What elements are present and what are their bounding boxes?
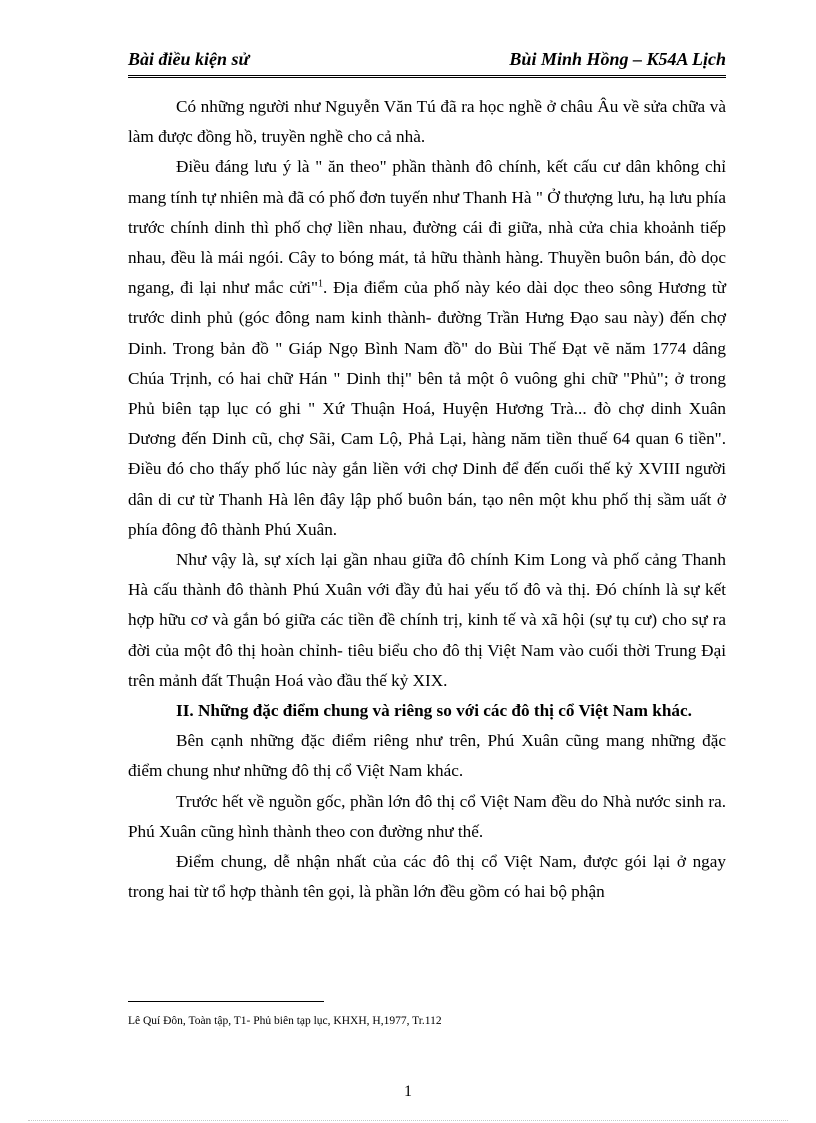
- paragraph-text-continued: . Địa điểm của phố này kéo dài dọc theo sông Hương từ trước dinh phủ (góc đông nam kinh thành- đường Trần Hưng Đạo sau này) đến chợ Dinh. Trong bản đồ " Giáp Ngọ Bình Nam đồ" do Bùi Thế Đạt vẽ năm 1774 dâng Chúa Trịnh, có hai chữ Hán " Dinh thị" bên tả một ô vuông ghi chữ "Phủ"; ở trong Phủ biên tạp lục có ghi " Xứ Thuận Hoá, Huyện Hương Trà... đò chợ dinh Xuân Dương đến Dinh cũ, chợ Sãi, Cam Lộ, Phả Lại, hàng năm tiền thuế 64 quan 6 tiền". Điều đó cho thấy phố lúc này gắn liền với chợ Dinh để đến cuối thế kỷ XVIII người dân di cư từ Thanh Hà lên đây lập phố buôn bán, tạo nên một khu phố thị sầm uất ở phía đông đô thành Phú Xuân.: [128, 278, 726, 539]
- page-header: [128, 48, 726, 98]
- paragraph: Điểm chung, dễ nhận nhất của các đô thị cổ Việt Nam, được gói lại ở ngay trong hai từ tổ hợp thành tên gọi, là phần lớn đều gồm có hai bộ phận: [128, 852, 726, 902]
- footnote: Lê Quí Đôn, Toàn tập, T1- Phủ biên tạp lục, KHXH, H,1977, Tr.112: [128, 1015, 442, 1027]
- paragraph: Trước hết về nguồn gốc, phần lớn đô thị cổ Việt Nam đều do Nhà nước sinh ra. Phú Xuân cũng hình thành theo con đường như thế.: [128, 791, 726, 841]
- header-author: Bùi Minh Hồng – K54A Lịch: [509, 49, 726, 69]
- footnote-divider: [128, 1001, 324, 1002]
- footnote-reference[interactable]: 1: [318, 278, 323, 290]
- section-heading: II. Những đặc điểm chung và riêng so với các đô thị cổ Việt Nam khác.: [176, 701, 692, 721]
- paragraph: Có những người như Nguyễn Văn Tú đã ra học nghề ở châu Âu về sửa chữa và làm được đồng hồ, truyền nghề cho cả nhà.: [128, 97, 726, 147]
- header-divider: [128, 75, 726, 78]
- page-number: 1: [404, 1083, 412, 1100]
- page-edge-divider: [28, 1120, 788, 1121]
- paragraph: Như vậy là, sự xích lại gần nhau giữa đô chính Kim Long và phố cảng Thanh Hà cấu thành đô thành Phú Xuân với đầy đủ hai yếu tố đô và thị. Đó chính là sự kết hợp hữu cơ và gắn bó giữa các tiền đề chính trị, kinh tế và xã hội (sự tụ cư) cho sự ra đời của một đô thị hoàn chỉnh- tiêu biểu cho đô thị Việt Nam vào cuối thời Trung Đại trên mảnh đất Thuận Hoá vào đầu thế kỷ XIX.: [128, 550, 726, 690]
- header-document-title: Bài điều kiện sử: [128, 49, 250, 69]
- paragraph: Bên cạnh những đặc điểm riêng như trên, Phú Xuân cũng mang những đặc điểm chung như những đô thị cổ Việt Nam khác.: [128, 731, 726, 781]
- paragraph-with-footnote: [128, 152, 726, 545]
- paragraph-text: Điều đáng lưu ý là " ăn theo" phần thành đô chính, kết cấu cư dân không chỉ mang tính tự nhiên mà đã có phố đơn tuyến như Thanh Hà " Ở thượng lưu, hạ lưu phía trước chính dinh thì phố chợ liền nhau, đường cái đi giữa, nhà cửa chia khoảnh tiếp nhau, đều là mái ngói. Cây to bóng mát, tả hữu thành hàng. Thuyền buôn bán, đò dọc ngang, đi lại như mắc cửi": [128, 157, 726, 298]
- body-text: [128, 92, 726, 907]
